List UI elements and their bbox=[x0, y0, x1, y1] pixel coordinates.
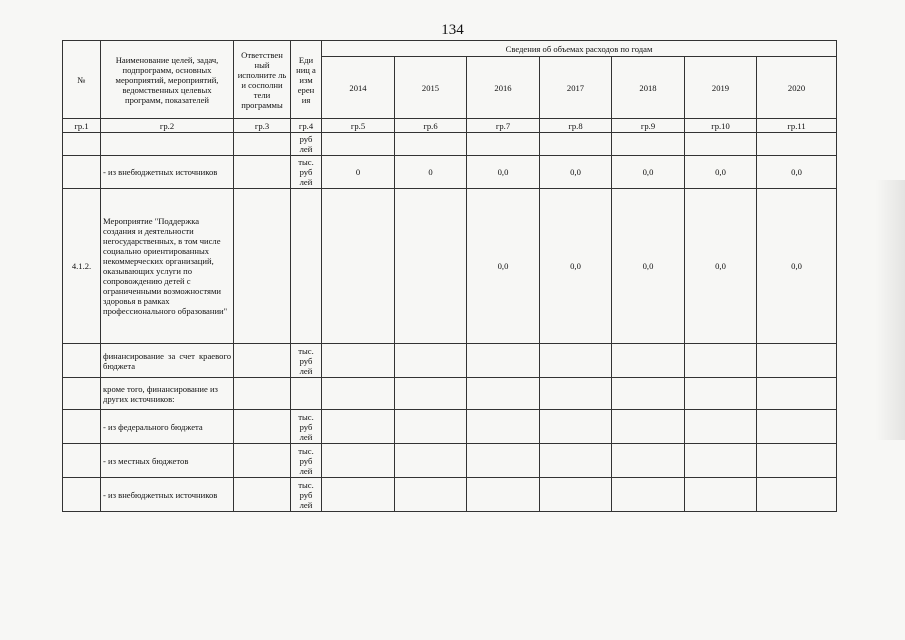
cell-name: - из местных бюджетов bbox=[101, 444, 234, 478]
cell-value bbox=[467, 378, 540, 410]
cell-value bbox=[395, 189, 467, 344]
col-label: гр.7 bbox=[467, 119, 540, 133]
table-row bbox=[63, 344, 837, 378]
cell-value: 0,0 bbox=[540, 156, 612, 189]
table-row bbox=[63, 133, 837, 156]
cell-value bbox=[612, 133, 685, 156]
col-label: гр.2 bbox=[101, 119, 234, 133]
table-row bbox=[63, 189, 837, 344]
cell-value bbox=[540, 410, 612, 444]
cell-num bbox=[63, 156, 101, 189]
cell-value: 0,0 bbox=[757, 156, 837, 189]
cell-value bbox=[612, 478, 685, 512]
cell-value bbox=[540, 133, 612, 156]
cell-value bbox=[757, 410, 837, 444]
cell-value bbox=[540, 344, 612, 378]
cell-value: 0,0 bbox=[467, 156, 540, 189]
header-year: 2015 bbox=[395, 57, 467, 119]
col-label: гр.6 bbox=[395, 119, 467, 133]
cell-unit bbox=[291, 189, 322, 344]
cell-value bbox=[612, 344, 685, 378]
col-label: гр.4 bbox=[291, 119, 322, 133]
header-year: 2016 bbox=[467, 57, 540, 119]
cell-value bbox=[467, 444, 540, 478]
cell-value bbox=[322, 344, 395, 378]
cell-num bbox=[63, 133, 101, 156]
cell-value bbox=[322, 410, 395, 444]
cell-value bbox=[685, 444, 757, 478]
cell-name: - из федерального бюджета bbox=[101, 410, 234, 444]
col-label: гр.5 bbox=[322, 119, 395, 133]
cell-value bbox=[612, 378, 685, 410]
col-label: гр.8 bbox=[540, 119, 612, 133]
cell-responsible bbox=[234, 378, 291, 410]
col-label: гр.9 bbox=[612, 119, 685, 133]
cell-value bbox=[757, 378, 837, 410]
header-unit: Еди ниц а изм ерен ия bbox=[291, 41, 322, 119]
cell-value bbox=[757, 478, 837, 512]
budget-table bbox=[62, 40, 837, 512]
cell-value bbox=[757, 444, 837, 478]
cell-value bbox=[395, 444, 467, 478]
col-label: гр.10 bbox=[685, 119, 757, 133]
cell-unit: тыс. руб лей bbox=[291, 156, 322, 189]
cell-value bbox=[322, 378, 395, 410]
cell-value bbox=[685, 478, 757, 512]
header-year: 2019 bbox=[685, 57, 757, 119]
cell-value: 0 bbox=[395, 156, 467, 189]
cell-value bbox=[467, 344, 540, 378]
cell-num bbox=[63, 378, 101, 410]
cell-value bbox=[540, 378, 612, 410]
cell-responsible bbox=[234, 410, 291, 444]
cell-value bbox=[467, 133, 540, 156]
cell-value bbox=[757, 344, 837, 378]
cell-value: 0,0 bbox=[540, 189, 612, 344]
col-label: гр.1 bbox=[63, 119, 101, 133]
cell-value: 0,0 bbox=[612, 156, 685, 189]
cell-value: 0,0 bbox=[685, 189, 757, 344]
cell-value bbox=[612, 410, 685, 444]
cell-value bbox=[685, 378, 757, 410]
cell-num bbox=[63, 478, 101, 512]
cell-responsible bbox=[234, 344, 291, 378]
cell-value bbox=[467, 478, 540, 512]
cell-name: - из внебюджетных источников bbox=[101, 156, 234, 189]
cell-value bbox=[612, 444, 685, 478]
table-row bbox=[63, 378, 837, 410]
cell-unit: тыс. руб лей bbox=[291, 344, 322, 378]
header-year: 2018 bbox=[612, 57, 685, 119]
cell-responsible bbox=[234, 156, 291, 189]
cell-value bbox=[540, 444, 612, 478]
cell-value bbox=[395, 133, 467, 156]
table-row bbox=[63, 156, 837, 189]
cell-unit: тыс. руб лей bbox=[291, 410, 322, 444]
cell-responsible bbox=[234, 189, 291, 344]
cell-num: 4.1.2. bbox=[63, 189, 101, 344]
cell-name: финансирование за счет краевого бюджета bbox=[101, 344, 234, 378]
cell-value bbox=[685, 410, 757, 444]
cell-value bbox=[395, 410, 467, 444]
cell-value bbox=[467, 410, 540, 444]
cell-responsible bbox=[234, 444, 291, 478]
cell-value bbox=[685, 133, 757, 156]
col-label: гр.11 bbox=[757, 119, 837, 133]
cell-value bbox=[322, 444, 395, 478]
cell-responsible bbox=[234, 133, 291, 156]
cell-unit: тыс. руб лей bbox=[291, 478, 322, 512]
header-num: № bbox=[63, 41, 101, 119]
cell-responsible bbox=[234, 478, 291, 512]
header-year: 2017 bbox=[540, 57, 612, 119]
cell-value bbox=[395, 378, 467, 410]
cell-value: 0,0 bbox=[757, 189, 837, 344]
cell-value: 0,0 bbox=[612, 189, 685, 344]
cell-value: 0,0 bbox=[467, 189, 540, 344]
table-row bbox=[63, 410, 837, 444]
table-row bbox=[63, 444, 837, 478]
cell-value bbox=[757, 133, 837, 156]
cell-value bbox=[685, 344, 757, 378]
cell-value bbox=[395, 344, 467, 378]
cell-unit: тыс. руб лей bbox=[291, 444, 322, 478]
cell-value bbox=[322, 478, 395, 512]
header-responsible: Ответствен ный исполните ль и сосполни тели программы bbox=[234, 41, 291, 119]
page-number: 134 bbox=[441, 22, 464, 38]
cell-value bbox=[322, 133, 395, 156]
header-name: Наименование целей, задач, подпрограмм, основных мероприятий, мероприятий, ведомственных целевых программ, показателей bbox=[101, 41, 234, 119]
cell-value bbox=[322, 189, 395, 344]
cell-num bbox=[63, 410, 101, 444]
table-row bbox=[63, 478, 837, 512]
cell-unit: руб лей bbox=[291, 133, 322, 156]
header-expenses-group: Сведения об объемах расходов по годам bbox=[322, 41, 837, 57]
cell-unit bbox=[291, 378, 322, 410]
cell-value: 0,0 bbox=[685, 156, 757, 189]
cell-name bbox=[101, 133, 234, 156]
cell-name: Мероприятие "Поддержка создания и деятельности негосударственных, в том числе социально ориентированных некоммерческих организаций, оказывающих услуги по сопровождению детей с ограниченными возможностями здоровья в рамках профессионального образовании" bbox=[101, 189, 234, 344]
cell-name: кроме того, финансирование из других источников: bbox=[101, 378, 234, 410]
header-year: 2014 bbox=[322, 57, 395, 119]
cell-value: 0 bbox=[322, 156, 395, 189]
cell-num bbox=[63, 344, 101, 378]
scan-edge-shadow bbox=[875, 180, 905, 440]
cell-value bbox=[540, 478, 612, 512]
col-label: гр.3 bbox=[234, 119, 291, 133]
cell-name: - из внебюджетных источников bbox=[101, 478, 234, 512]
header-year: 2020 bbox=[757, 57, 837, 119]
cell-value bbox=[395, 478, 467, 512]
cell-num bbox=[63, 444, 101, 478]
